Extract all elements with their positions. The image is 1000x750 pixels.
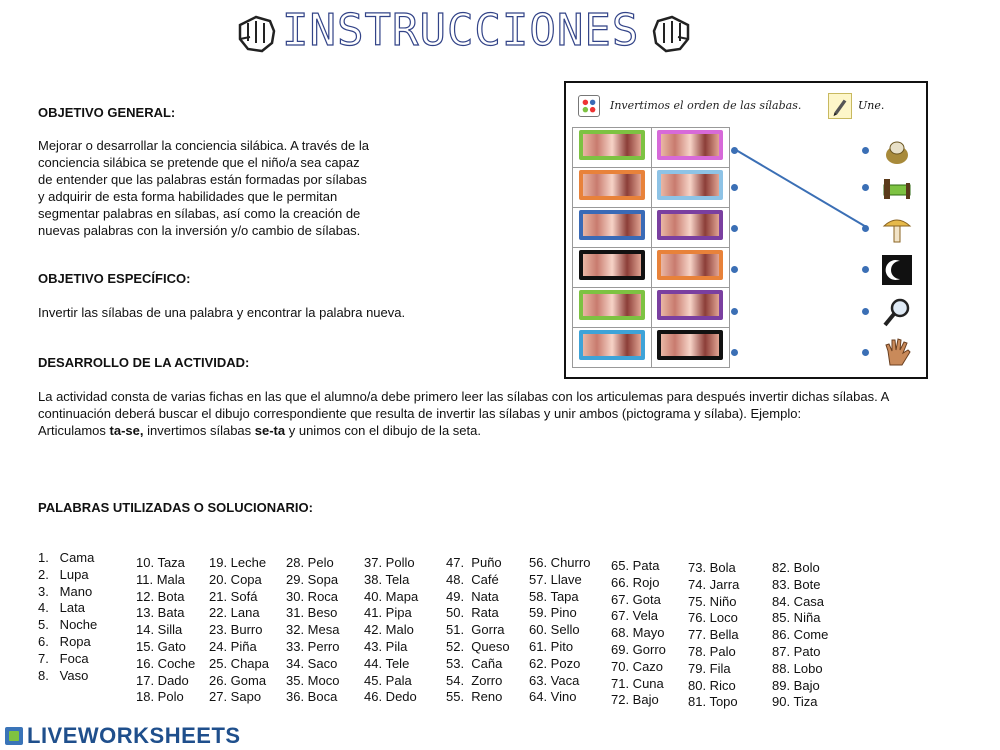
word-item: 66. Rojo: [611, 574, 660, 590]
word-item: 23. Burro: [209, 622, 263, 638]
left-dot[interactable]: [731, 266, 738, 273]
word-item: 67. Gota: [611, 591, 661, 607]
word-item: 29. Sopa: [286, 571, 339, 587]
word-column: [611, 558, 666, 709]
word-column: [529, 555, 590, 706]
word-item: 54. Zorro: [446, 672, 503, 688]
word-item: 50. Rata: [446, 605, 499, 621]
word-item: 22. Lana: [209, 605, 260, 621]
text-line: de entender que las palabras están formadas por sílabas: [38, 172, 367, 187]
word-item: 12. Bota: [136, 588, 185, 604]
word-item: 90. Tiza: [772, 694, 818, 710]
word-item: 86. Come: [772, 627, 829, 643]
fist-icon: [234, 11, 278, 55]
word-item: 3. Mano: [38, 583, 93, 599]
example-syllables: ta-se,: [109, 423, 144, 438]
word-item: 88. Lobo: [772, 660, 823, 676]
word-item: 32. Mesa: [286, 622, 340, 638]
word-column: [446, 555, 510, 706]
text-line: conciencia silábica se pretende que el niño/a sea capaz: [38, 155, 360, 170]
word-column: [136, 555, 195, 706]
objetivo-general-heading: OBJETIVO GENERAL:: [38, 105, 176, 120]
word-item: 45. Pala: [364, 672, 412, 688]
word-column: [209, 555, 269, 706]
objetivo-especifico-text: Invertir las sílabas de una palabra y encontrar la palabra nueva.: [38, 305, 406, 320]
example-inverted-syllables: se-ta: [254, 423, 286, 438]
word-item: 84. Casa: [772, 593, 825, 609]
word-item: 31. Beso: [286, 605, 338, 621]
left-dot[interactable]: [731, 147, 738, 154]
word-item: 56. Churro: [529, 555, 591, 570]
palabras-heading: PALABRAS UTILIZADAS O SOLUCIONARIO:: [38, 500, 313, 515]
word-item: 8. Vaso: [38, 667, 89, 683]
text-line: Mejorar o desarrollar la conciencia silábica. A través de la: [38, 138, 369, 153]
word-item: 61. Pito: [529, 638, 574, 654]
left-dot[interactable]: [731, 349, 738, 356]
word-item: 57. Llave: [529, 571, 582, 587]
word-item: 69. Gorro: [611, 641, 666, 657]
word-item: 62. Pozo: [529, 655, 581, 671]
word-item: 85. Niña: [772, 610, 821, 626]
word-item: 65. Pata: [611, 558, 660, 573]
right-dot[interactable]: [862, 349, 869, 356]
text-line: segmentar palabras en sílabas, así como la creación de: [38, 206, 361, 221]
text-span: invertimos sílabas: [143, 423, 255, 438]
word-item: 35. Moco: [286, 672, 340, 688]
word-item: 77. Bella: [688, 627, 739, 643]
word-item: 78. Palo: [688, 643, 736, 659]
title-banner: [240, 5, 700, 57]
word-item: 89. Bajo: [772, 677, 820, 693]
word-item: 75. Niño: [688, 593, 737, 609]
right-dot[interactable]: [862, 184, 869, 191]
activity-example-card: [564, 81, 928, 379]
text-line: [38, 422, 988, 439]
word-item: 83. Bote: [772, 576, 821, 592]
word-item: 76. Loco: [688, 610, 738, 626]
word-item: 60. Sello: [529, 622, 580, 638]
word-item: 58. Tapa: [529, 588, 579, 604]
liveworksheets-mark-icon: [5, 727, 23, 745]
word-item: 34. Saco: [286, 655, 338, 671]
word-item: 36. Boca: [286, 689, 338, 705]
left-dot[interactable]: [731, 225, 738, 232]
text-line: nuevas palabras con la inversión y/o cambio de sílabas.: [38, 223, 361, 238]
word-item: 80. Rico: [688, 677, 736, 693]
fist-icon: [650, 11, 694, 55]
connection-line: [566, 83, 930, 381]
word-item: 47. Puño: [446, 555, 502, 570]
activity-title: Invertimos el orden de las sílabas.: [610, 99, 802, 112]
word-item: 20. Copa: [209, 571, 262, 587]
word-column: [38, 550, 97, 684]
word-item: 73. Bola: [688, 560, 736, 575]
word-item: 14. Silla: [136, 622, 183, 638]
word-item: 25. Chapa: [209, 655, 269, 671]
word-item: 51. Gorra: [446, 622, 505, 638]
word-item: 81. Topo: [688, 694, 738, 710]
word-item: 7. Foca: [38, 650, 89, 666]
right-dot[interactable]: [862, 308, 869, 315]
word-item: 27. Sapo: [209, 689, 262, 705]
word-item: 19. Leche: [209, 555, 267, 570]
text-line: La actividad consta de varias fichas en las que el alumno/a debe primero leer las sílabas con los articulemas para después invertir dichas sílabas. A: [38, 389, 890, 404]
word-item: 63. Vaca: [529, 672, 580, 688]
word-item: 87. Pato: [772, 643, 821, 659]
word-item: 71. Cuna: [611, 675, 664, 691]
objetivo-especifico-heading: OBJETIVO ESPECÍFICO:: [38, 271, 191, 286]
word-item: 74. Jarra: [688, 576, 740, 592]
word-item: 21. Sofá: [209, 588, 258, 604]
luna-icon: [880, 253, 914, 287]
left-dot[interactable]: [731, 184, 738, 191]
text-span: y unimos con el dibujo de la seta.: [285, 423, 481, 438]
word-item: 5. Noche: [38, 617, 98, 633]
right-dot[interactable]: [862, 266, 869, 273]
word-item: 64. Vino: [529, 689, 577, 705]
word-item: 18. Polo: [136, 689, 184, 705]
mano-icon: [880, 335, 914, 369]
word-item: 55. Reno: [446, 689, 503, 705]
seta-mushroom-icon: [880, 212, 914, 246]
word-item: 28. Pelo: [286, 555, 334, 570]
word-item: 2. Lupa: [38, 566, 89, 582]
word-item: 1. Cama: [38, 550, 95, 565]
word-item: 38. Tela: [364, 571, 410, 587]
word-item: 46. Dedo: [364, 689, 417, 705]
word-item: 11. Mala: [136, 571, 185, 587]
text-line: continuación deberá buscar el dibujo correspondiente que resulta de invertir las sílabas y unir ambos (pictograma y sílaba). Ejemplo:: [38, 406, 802, 421]
word-item: 13. Bata: [136, 605, 185, 621]
word-item: 33. Perro: [286, 638, 340, 654]
objetivo-general-text: [38, 137, 369, 239]
word-item: 79. Fila: [688, 660, 731, 676]
word-item: 37. Pollo: [364, 555, 415, 570]
activity-une-label: Une.: [858, 99, 885, 112]
word-item: 59. Pino: [529, 605, 577, 621]
word-item: 53. Caña: [446, 655, 503, 671]
desarrollo-text: [38, 388, 988, 439]
word-item: 44. Tele: [364, 655, 410, 671]
word-item: 16. Coche: [136, 655, 196, 671]
word-item: 49. Nata: [446, 588, 499, 604]
word-item: 17. Dado: [136, 672, 189, 688]
word-item: 40. Mapa: [364, 588, 419, 604]
word-item: 26. Goma: [209, 672, 267, 688]
text-line: y adquirir de esta forma habilidades que le permitan: [38, 189, 338, 204]
liveworksheets-logo: [5, 725, 241, 747]
word-item: 4. Lata: [38, 600, 85, 616]
lupa-icon: [880, 295, 914, 329]
word-item: 10. Taza: [136, 555, 185, 570]
desarrollo-heading: DESARROLLO DE LA ACTIVIDAD:: [38, 355, 250, 370]
seta-icon: [880, 135, 914, 169]
word-item: 70. Cazo: [611, 658, 664, 674]
liveworksheets-brand: LIVEWORKSHEETS: [27, 723, 241, 748]
word-item: 52. Queso: [446, 638, 510, 654]
word-item: 24. Piña: [209, 638, 257, 654]
right-dot[interactable]: [862, 147, 869, 154]
word-item: 67. Vela: [611, 608, 658, 624]
right-dot[interactable]: [862, 225, 869, 232]
word-column: [364, 555, 418, 706]
word-item: 6. Ropa: [38, 633, 91, 649]
page-title: INSTRUCCIONES: [282, 5, 640, 56]
word-column: [286, 555, 339, 706]
word-column: [688, 560, 739, 711]
word-item: 43. Pila: [364, 638, 408, 654]
text-span: Articulamos: [38, 423, 110, 438]
cama-icon: [880, 171, 914, 205]
word-item: 82. Bolo: [772, 560, 820, 575]
word-item: 41. Pipa: [364, 605, 412, 621]
word-item: 72. Bajo: [611, 692, 659, 708]
word-item: 42. Malo: [364, 622, 414, 638]
word-item: 48. Café: [446, 571, 499, 587]
word-column: [772, 560, 828, 711]
word-item: 30. Roca: [286, 588, 339, 604]
left-dot[interactable]: [731, 308, 738, 315]
word-item: 68. Mayo: [611, 625, 665, 641]
word-item: 15. Gato: [136, 638, 186, 654]
